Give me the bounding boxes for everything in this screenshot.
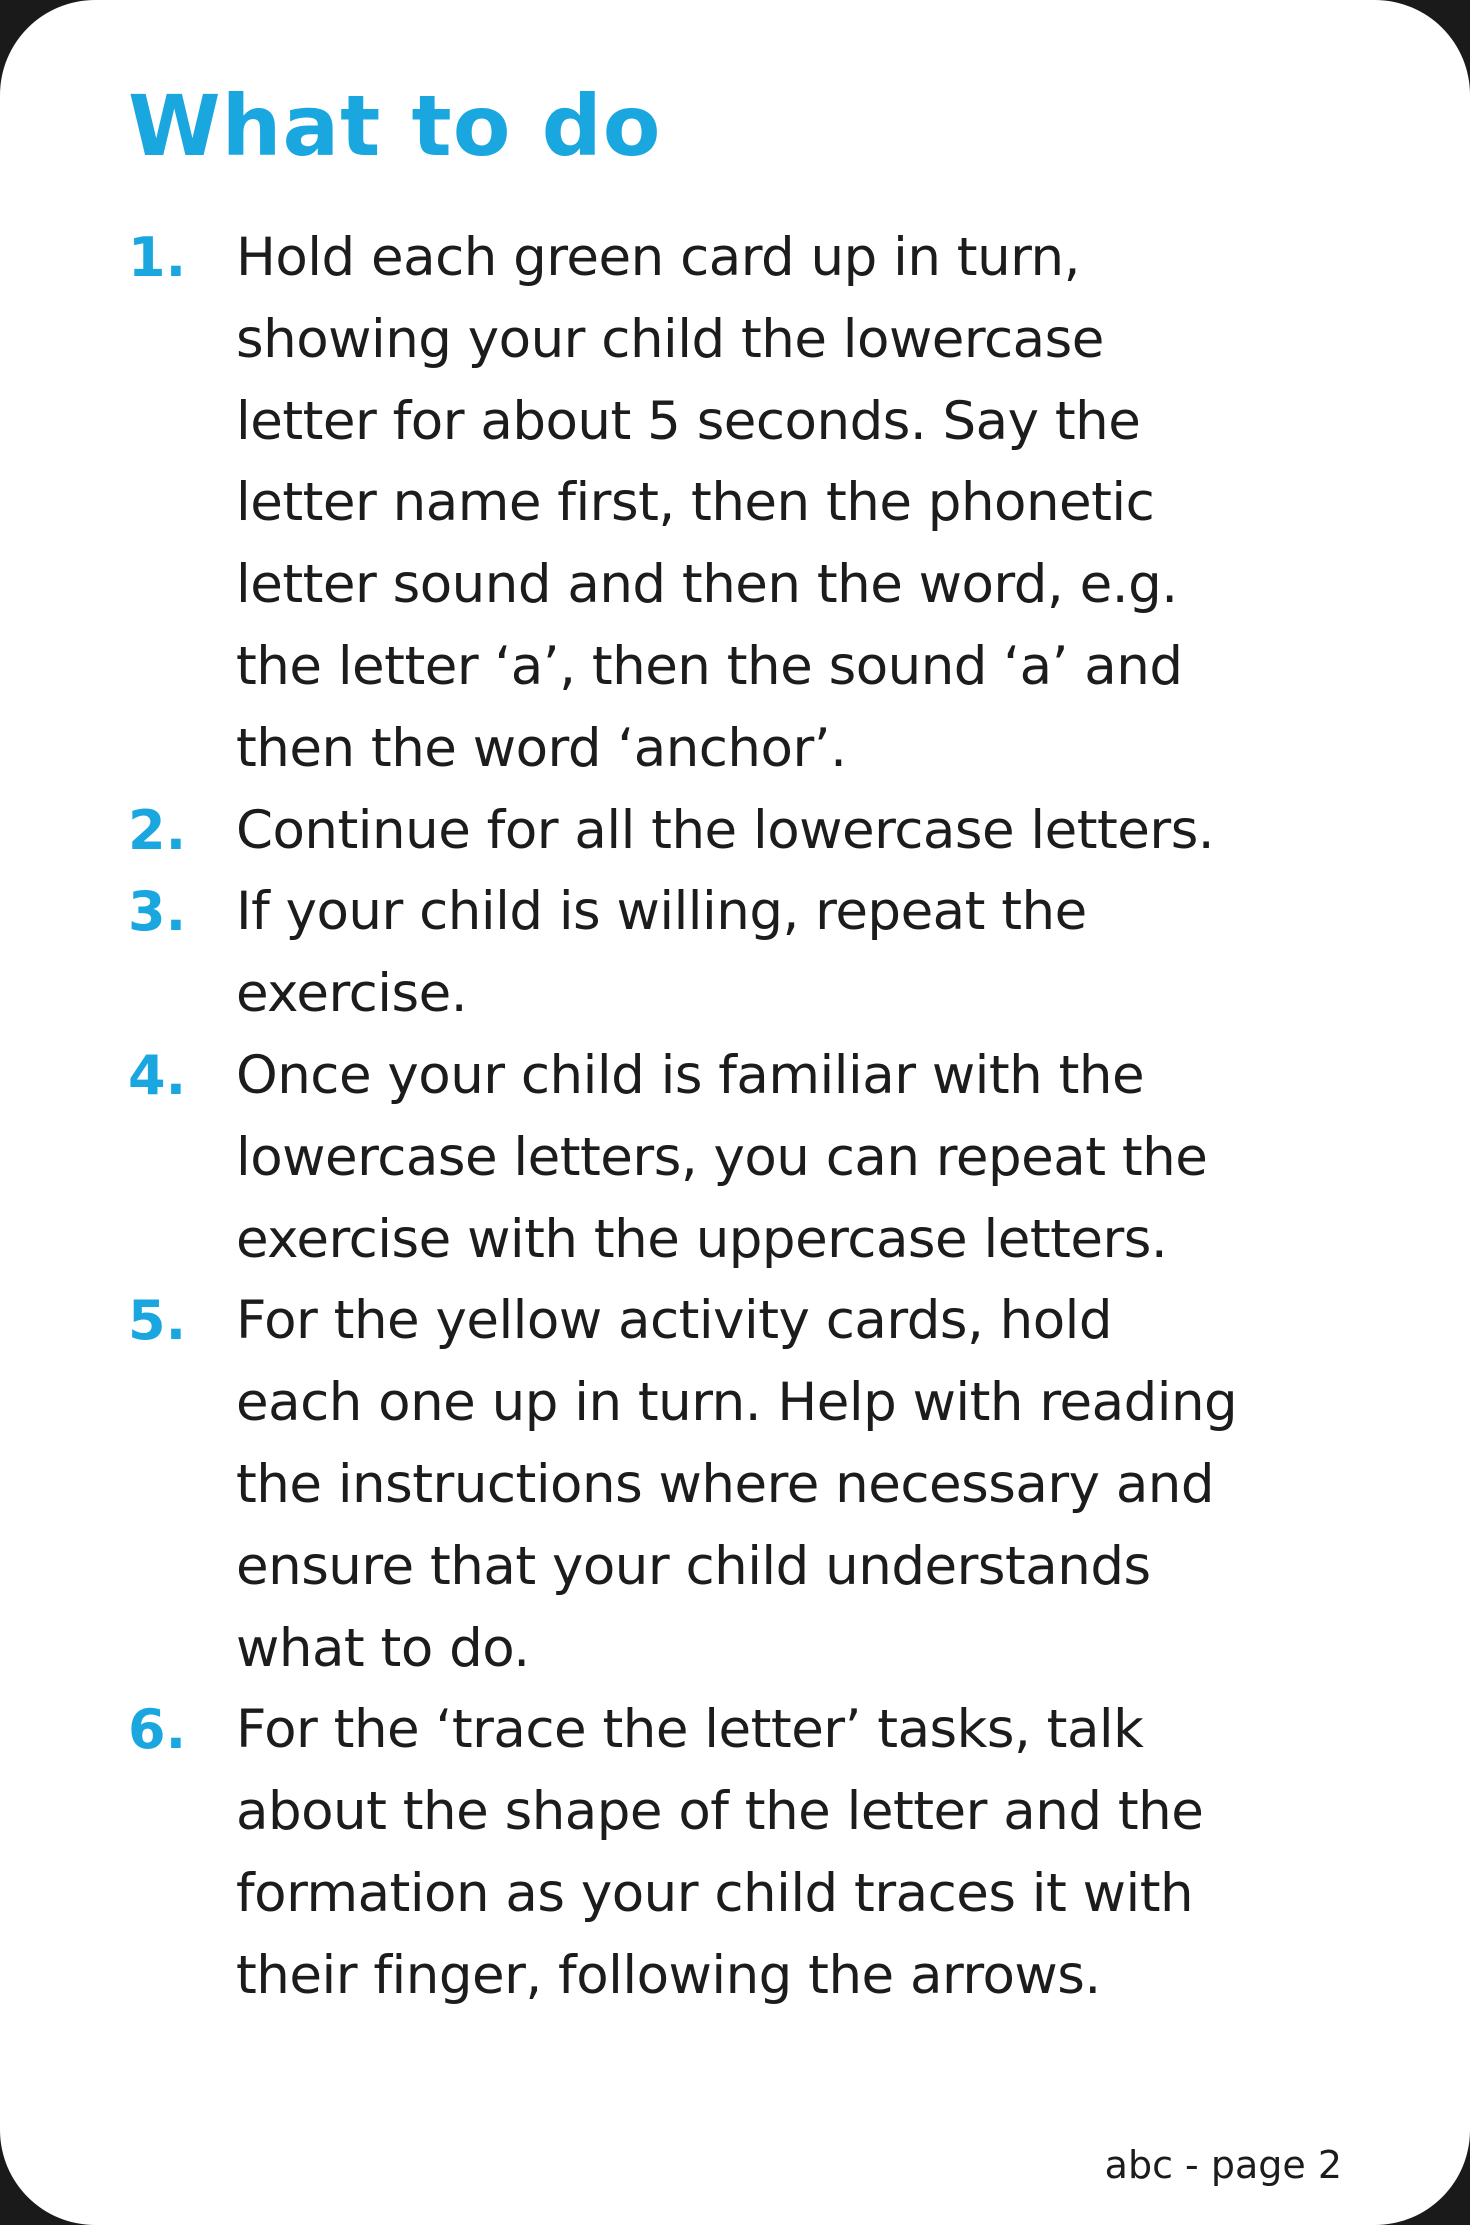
step-line: then the word ‘anchor’. (236, 717, 847, 779)
step-line: exercise with the uppercase letters. (236, 1208, 1168, 1270)
step-text (236, 871, 1356, 1035)
step-line: exercise. (236, 963, 468, 1025)
step-line: If your child is willing, repeat the (236, 881, 1087, 943)
step-item (128, 217, 1358, 790)
step-line: the instructions where necessary and (236, 1453, 1215, 1515)
step-text (236, 1280, 1356, 1689)
step-line: For the yellow activity cards, hold (236, 1290, 1113, 1352)
step-item (128, 1035, 1358, 1280)
steps-list (128, 217, 1358, 2017)
step-line: ensure that your child understands (236, 1535, 1151, 1597)
step-item (128, 790, 1358, 872)
step-line: about the shape of the letter and the (236, 1781, 1204, 1843)
step-number: 1. (128, 226, 187, 289)
step-item (128, 1280, 1358, 1689)
step-text (236, 790, 1356, 872)
step-line: lowercase letters, you can repeat the (236, 1126, 1208, 1188)
page-footer: abc - page 2 (1104, 2143, 1342, 2187)
step-line: letter name first, then the phonetic (236, 472, 1155, 534)
step-item (128, 1689, 1358, 2016)
step-text (236, 1689, 1356, 2016)
step-number: 3. (128, 880, 187, 944)
step-line: Once your child is familiar with the (236, 1044, 1145, 1106)
step-line: the letter ‘a’, then the sound ‘a’ and (236, 635, 1183, 697)
step-line: letter for about 5 seconds. Say the (236, 390, 1141, 452)
step-line: each one up in turn. Help with reading (236, 1372, 1238, 1434)
step-text (236, 217, 1356, 790)
step-number: 6. (128, 1698, 187, 1762)
step-line: For the ‘trace the letter’ tasks, talk (236, 1699, 1144, 1761)
step-line: showing your child the lowercase (236, 308, 1104, 370)
step-line: what to do. (236, 1617, 530, 1679)
step-text (236, 1035, 1356, 1280)
step-number: 4. (128, 1043, 187, 1107)
step-line: formation as your child traces it with (236, 1862, 1194, 1924)
step-line: Continue for all the lowercase letters. (236, 799, 1215, 861)
step-line: letter sound and then the word, e.g. (236, 554, 1178, 616)
step-number: 5. (128, 1289, 187, 1353)
step-line: their finger, following the arrows. (236, 1944, 1101, 2006)
step-line: Hold each green card up in turn, (236, 227, 1080, 288)
page-title: What to do (128, 77, 662, 175)
step-number: 2. (128, 798, 187, 862)
step-item (128, 871, 1358, 1035)
